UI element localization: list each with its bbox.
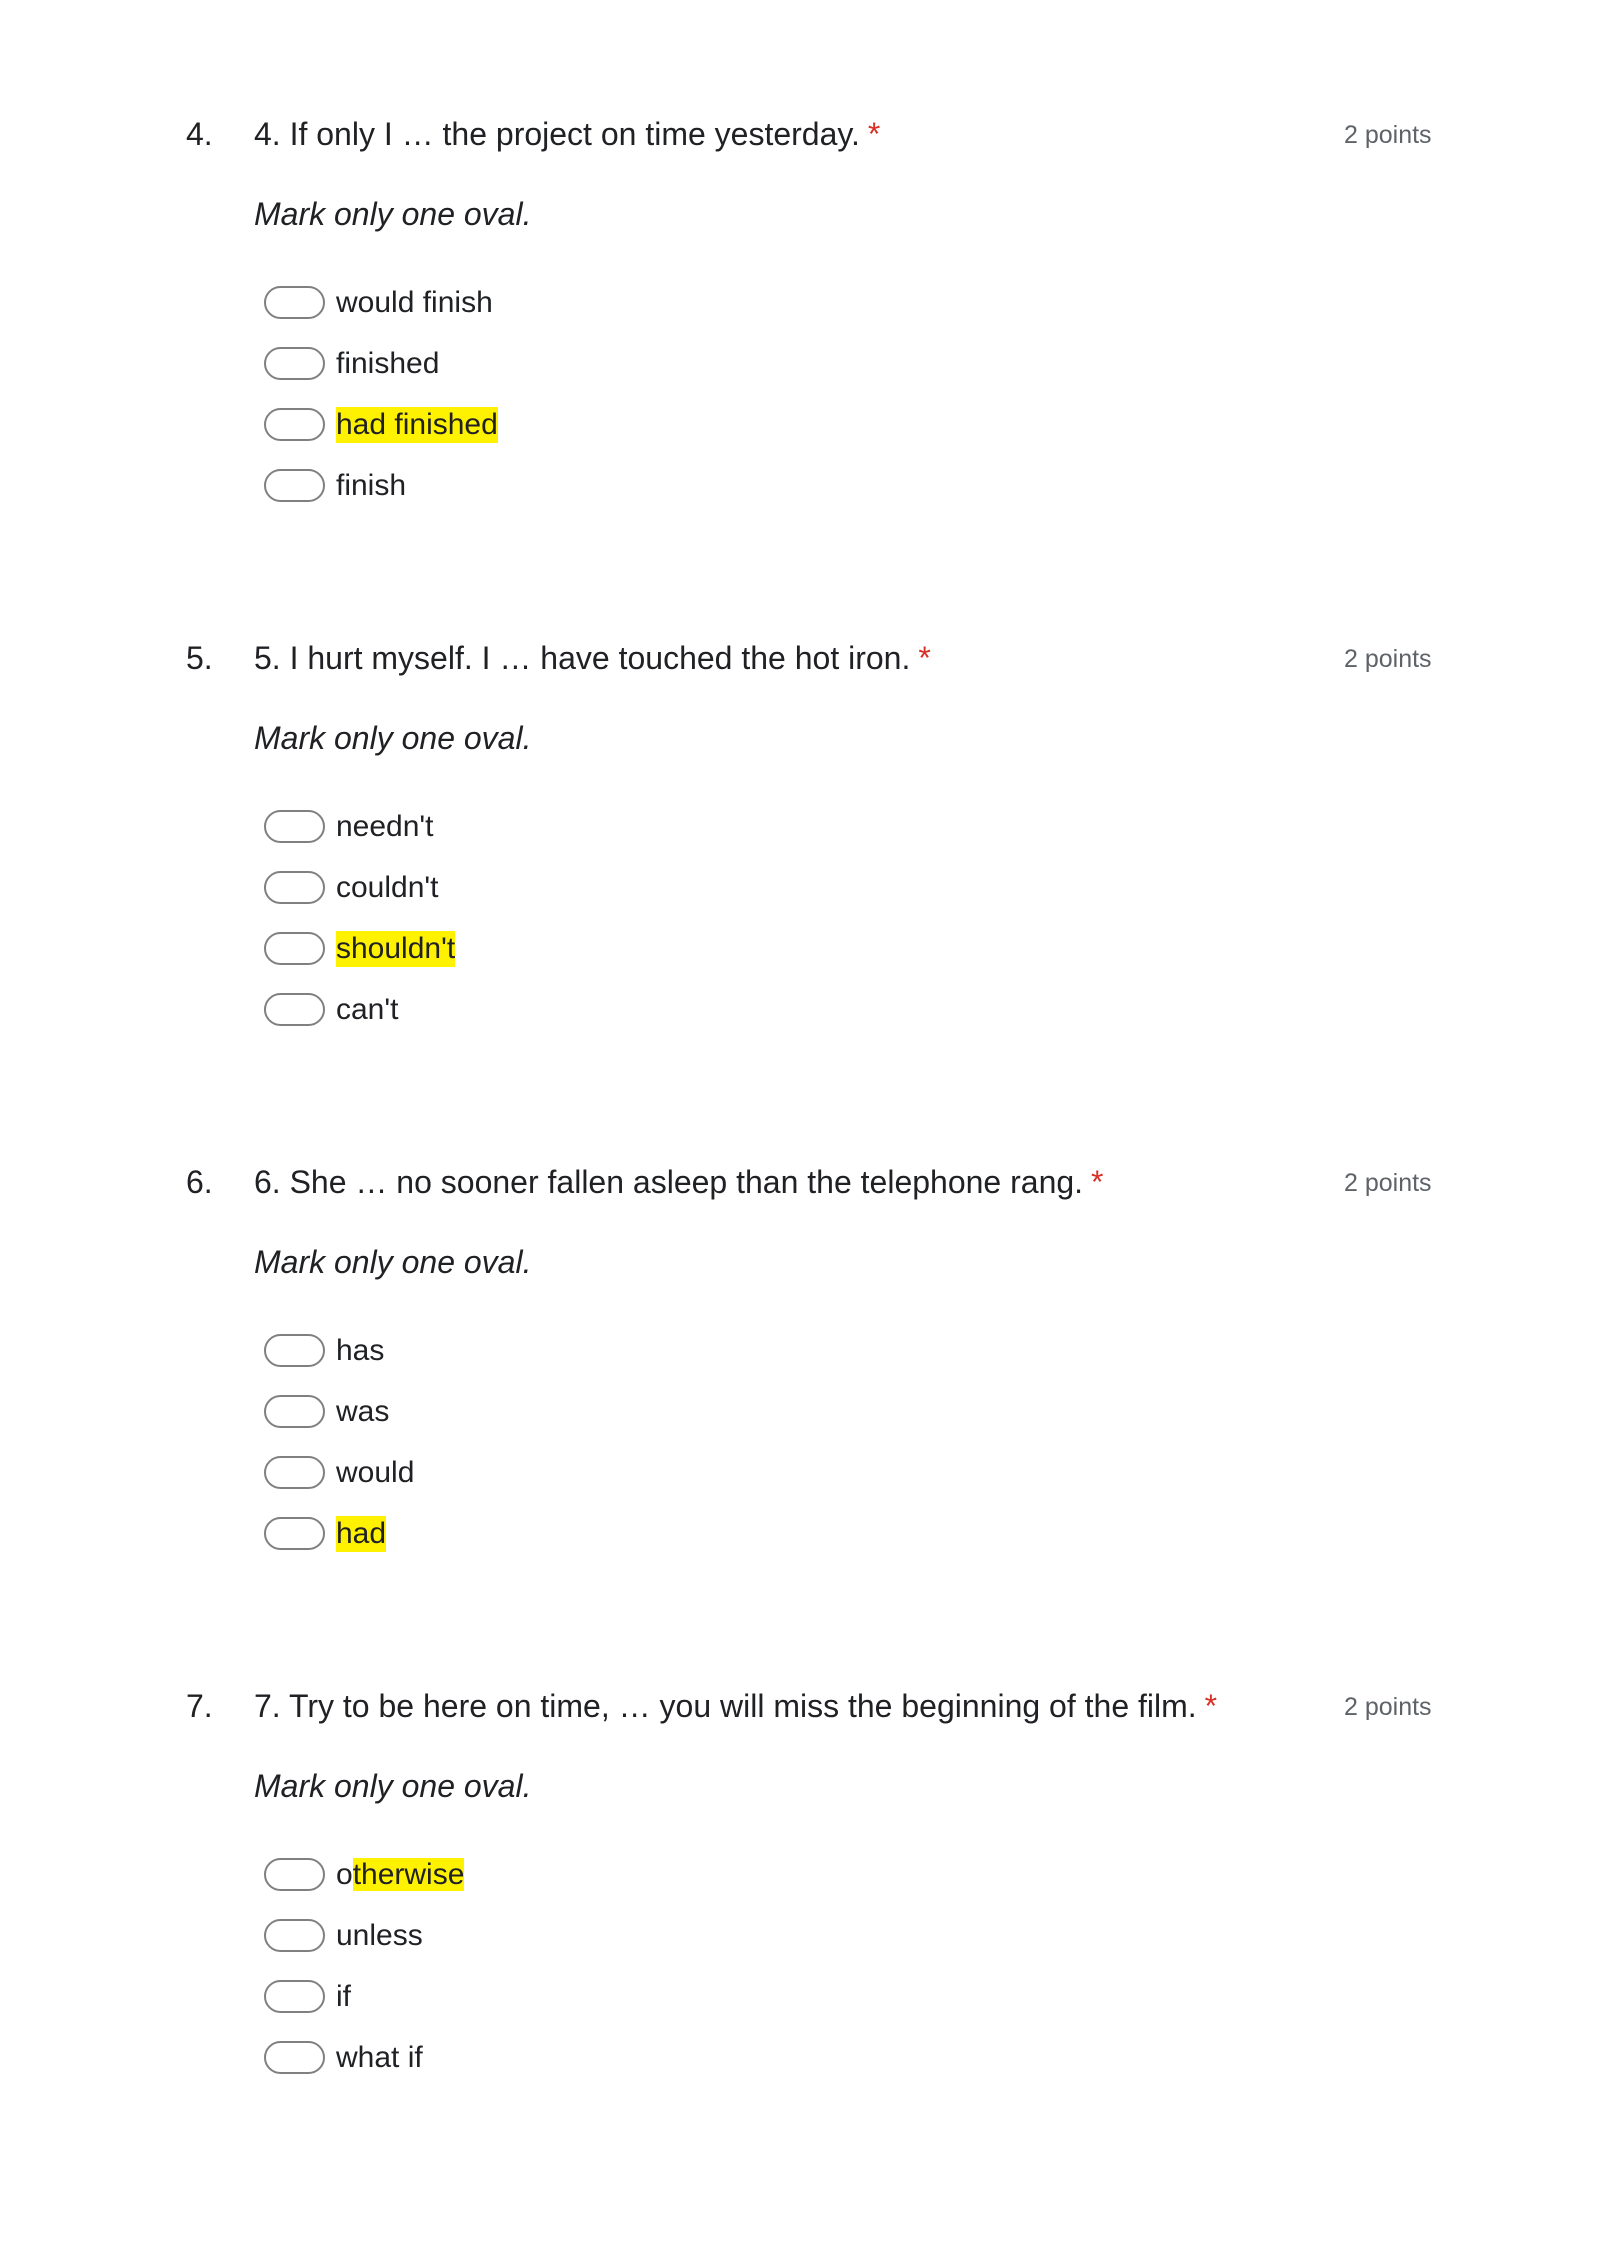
question-instruction: Mark only one oval. (254, 720, 532, 756)
question-6 (0, 1162, 1600, 1642)
option-label: can't (336, 992, 399, 1026)
option-finished[interactable] (264, 333, 498, 394)
question-5 (0, 638, 1600, 1118)
question-instruction: Mark only one oval. (254, 1244, 532, 1280)
option-neednt[interactable] (264, 796, 455, 857)
question-text: 6. She … no sooner fallen asleep than the telephone rang. (254, 1164, 1084, 1200)
question-7 (0, 1686, 1600, 2166)
required-asterisk: * (1091, 1164, 1104, 1200)
option-finish[interactable] (264, 455, 498, 516)
question-number: 4. (186, 116, 213, 152)
question-title (254, 114, 880, 154)
option-label: would (336, 1455, 415, 1489)
option-list (264, 796, 455, 1040)
radio-oval[interactable] (264, 932, 325, 965)
option-label: needn't (336, 809, 434, 843)
option-unless[interactable] (264, 1905, 464, 1966)
question-text: 4. If only I … the project on time yesterday. (254, 116, 860, 152)
required-asterisk: * (918, 640, 931, 676)
radio-oval[interactable] (264, 1395, 325, 1428)
option-had-finished[interactable] (264, 394, 498, 455)
question-instruction: Mark only one oval. (254, 196, 532, 232)
option-cant[interactable] (264, 979, 455, 1040)
radio-oval[interactable] (264, 469, 325, 502)
question-text: 7. Try to be here on time, … you will miss the beginning of the film. (254, 1688, 1197, 1724)
option-what-if[interactable] (264, 2027, 464, 2088)
points-label: 2 points (1344, 1169, 1432, 1197)
radio-oval[interactable] (264, 1456, 325, 1489)
radio-oval[interactable] (264, 1517, 325, 1550)
question-number: 7. (186, 1688, 213, 1724)
option-had[interactable] (264, 1503, 414, 1564)
option-label-highlighted: had finished (336, 407, 498, 441)
option-label: finish (336, 468, 407, 502)
option-list (264, 272, 498, 516)
option-label: unless (336, 1918, 423, 1952)
option-list (264, 1320, 414, 1564)
radio-oval[interactable] (264, 1980, 325, 2013)
question-number: 6. (186, 1164, 213, 1200)
question-4 (0, 114, 1600, 594)
option-label-highlighted: had (336, 1516, 387, 1550)
option-label-highlighted: therwise (352, 1857, 465, 1891)
option-label-lead: o (336, 1857, 353, 1891)
points-label: 2 points (1344, 645, 1432, 673)
option-label (336, 1857, 464, 1893)
radio-oval[interactable] (264, 810, 325, 843)
required-asterisk: * (1204, 1688, 1218, 1724)
option-label: would finish (336, 285, 493, 319)
question-text: 5. I hurt myself. I … have touched the hot iron. (254, 640, 911, 676)
radio-oval[interactable] (264, 286, 325, 319)
required-asterisk: * (867, 116, 881, 152)
option-list (264, 1844, 464, 2088)
option-label: has (336, 1333, 385, 1367)
radio-oval[interactable] (264, 1919, 325, 1952)
option-label: couldn't (336, 870, 439, 904)
points-label: 2 points (1344, 1693, 1432, 1721)
option-was[interactable] (264, 1381, 414, 1442)
question-number: 5. (186, 640, 213, 676)
radio-oval[interactable] (264, 871, 325, 904)
option-shouldnt[interactable] (264, 918, 455, 979)
question-title (254, 1686, 1217, 1726)
option-if[interactable] (264, 1966, 464, 2027)
option-label: if (336, 1979, 351, 2013)
option-has[interactable] (264, 1320, 414, 1381)
option-would-finish[interactable] (264, 272, 498, 333)
points-label: 2 points (1344, 121, 1432, 149)
radio-oval[interactable] (264, 408, 325, 441)
radio-oval[interactable] (264, 1334, 325, 1367)
question-instruction: Mark only one oval. (254, 1768, 532, 1804)
question-title (254, 638, 931, 678)
radio-oval[interactable] (264, 2041, 325, 2074)
option-label-highlighted: shouldn't (336, 931, 456, 965)
radio-oval[interactable] (264, 347, 325, 380)
option-label: was (336, 1394, 390, 1428)
option-otherwise[interactable] (264, 1844, 464, 1905)
option-label: what if (336, 2040, 423, 2074)
option-label: finished (336, 346, 440, 380)
option-would[interactable] (264, 1442, 414, 1503)
radio-oval[interactable] (264, 1858, 325, 1891)
option-couldnt[interactable] (264, 857, 455, 918)
radio-oval[interactable] (264, 993, 325, 1026)
question-title (254, 1162, 1104, 1202)
